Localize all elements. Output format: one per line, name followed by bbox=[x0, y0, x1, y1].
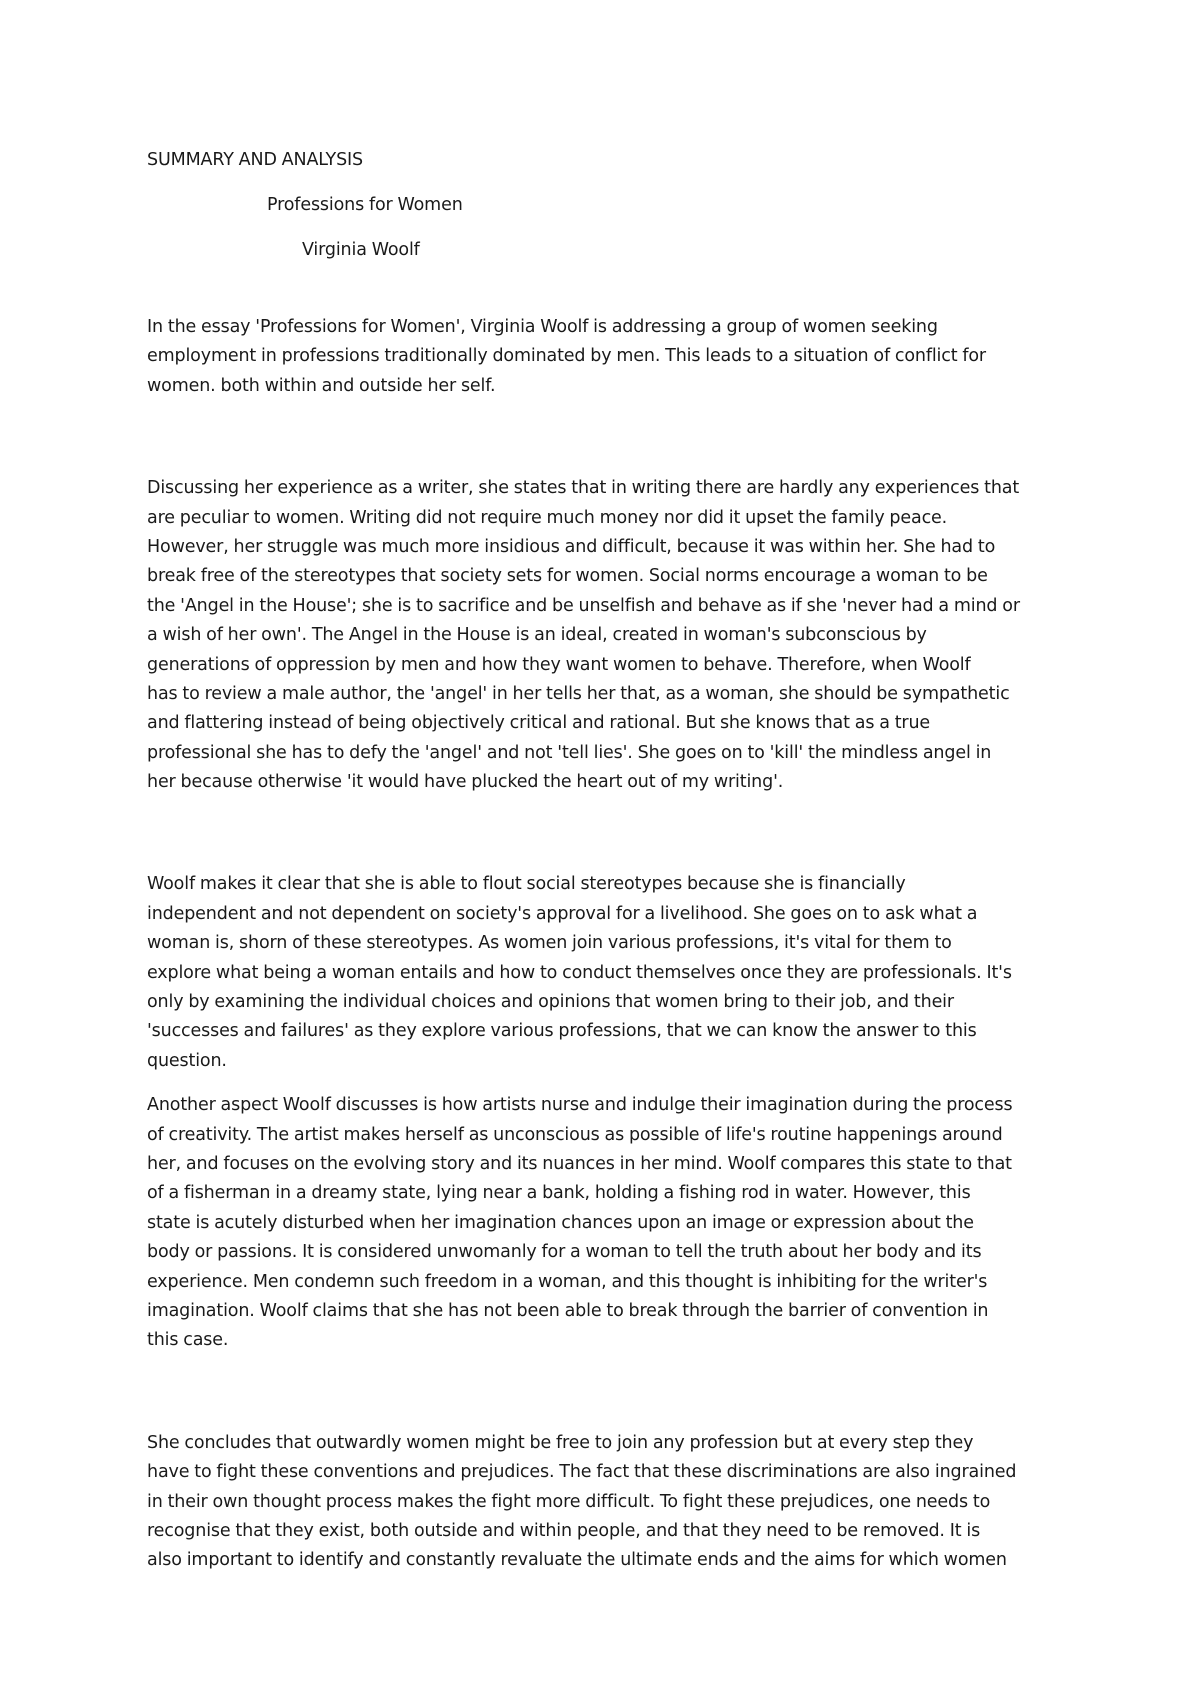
paragraph-line: Discussing her experience as a writer, she states that in writing there are hardly any experiences that bbox=[147, 478, 1020, 499]
paragraph-line: explore what being a woman entails and how to conduct themselves once they are professionals. It's bbox=[147, 962, 1012, 983]
paragraph-line: also important to identify and constantly revaluate the ultimate ends and the aims for which women bbox=[147, 1550, 1007, 1571]
paragraph-line: experience. Men condemn such freedom in a woman, and this thought is inhibiting for the writer's bbox=[147, 1271, 988, 1292]
paragraph-line: and flattering instead of being objectively critical and rational. But she knows that as a true bbox=[147, 713, 931, 734]
paragraph-line: has to review a male author, the 'angel' in her tells her that, as a woman, she should be sympathetic bbox=[147, 683, 1010, 704]
paragraph-line: have to fight these conventions and prejudices. The fact that these discriminations are also ingrained bbox=[147, 1462, 1017, 1483]
paragraph-line: body or passions. It is considered unwomanly for a woman to tell the truth about her body and its bbox=[147, 1242, 982, 1263]
paragraph-spacer bbox=[147, 797, 1072, 870]
paragraph-line: independent and not dependent on society's approval for a livelihood. She goes on to ask what a bbox=[147, 903, 978, 924]
paragraph-line: recognise that they exist, both outside and within people, and that they need to be removed. It is bbox=[147, 1520, 981, 1541]
essay-title: Professions for Women bbox=[267, 195, 463, 215]
paragraph-line: state is acutely disturbed when her imagination chances upon an image or expression about the bbox=[147, 1212, 974, 1233]
paragraph-line: women. both within and outside her self. bbox=[147, 375, 496, 396]
paragraph-line: She concludes that outwardly women might be free to join any profession but at every step they bbox=[147, 1432, 974, 1453]
paragraph-line: professional she has to defy the 'angel' and not 'tell lies'. She goes on to 'kill' the mindless angel in bbox=[147, 742, 992, 763]
paragraph-line: imagination. Woolf claims that she has not been able to break through the barrier of convention in bbox=[147, 1300, 989, 1321]
essay-author: Virginia Woolf bbox=[302, 240, 420, 260]
paragraph-spacer bbox=[147, 401, 1072, 474]
document-heading: SUMMARY AND ANALYSIS bbox=[147, 150, 364, 170]
paragraph-line: However, her struggle was much more insidious and difficult, because it was within her. She had to bbox=[147, 536, 996, 557]
paragraph-angel-in-house bbox=[147, 474, 1072, 797]
paragraph-spacer bbox=[147, 1356, 1072, 1429]
paragraph-line: this case. bbox=[147, 1330, 229, 1351]
paragraph-line: of a fisherman in a dreamy state, lying near a bank, holding a fishing rod in water. However, this bbox=[147, 1183, 971, 1204]
paragraph-line: her, and focuses on the evolving story and its nuances in her mind. Woolf compares this state to that bbox=[147, 1153, 1012, 1174]
paragraph-line: 'successes and failures' as they explore various professions, that we can know the answer to this bbox=[147, 1021, 977, 1042]
paragraph-line: are peculiar to women. Writing did not require much money nor did it upset the family peace. bbox=[147, 507, 948, 528]
paragraph-line: only by examining the individual choices and opinions that women bring to their job, and their bbox=[147, 992, 954, 1013]
paragraph-line: a wish of her own'. The Angel in the House is an ideal, created in woman's subconscious by bbox=[147, 625, 927, 646]
paragraph-independence bbox=[147, 870, 1072, 1076]
paragraph-line: in their own thought process makes the fight more difficult. To fight these prejudices, one needs to bbox=[147, 1491, 991, 1512]
paragraph-line: employment in professions traditionally dominated by men. This leads to a situation of conflict for bbox=[147, 346, 986, 367]
paragraph-intro bbox=[147, 313, 1072, 401]
paragraph-line: her because otherwise 'it would have plucked the heart out of my writing'. bbox=[147, 772, 784, 793]
paragraph-line: break free of the stereotypes that society sets for women. Social norms encourage a woman to be bbox=[147, 566, 988, 587]
document-body bbox=[147, 146, 1072, 1576]
paragraph-spacer bbox=[147, 1076, 1072, 1091]
paragraph-line: woman is, shorn of these stereotypes. As women join various professions, it's vital for them to bbox=[147, 933, 952, 954]
paragraph-line: of creativity. The artist makes herself as unconscious as possible of life's routine happenings around bbox=[147, 1124, 1003, 1145]
paragraph-conclusion bbox=[147, 1429, 1072, 1576]
paragraph-line: Another aspect Woolf discusses is how artists nurse and indulge their imagination during the process bbox=[147, 1095, 1013, 1116]
paragraph-line: the 'Angel in the House'; she is to sacrifice and be unselfish and behave as if she 'never had a mind or bbox=[147, 595, 1020, 616]
paragraph-line: generations of oppression by men and how they want women to behave. Therefore, when Woolf bbox=[147, 654, 971, 675]
paragraph-line: Woolf makes it clear that she is able to flout social stereotypes because she is financially bbox=[147, 874, 906, 895]
paragraph-line: question. bbox=[147, 1050, 227, 1071]
paragraph-imagination bbox=[147, 1091, 1072, 1356]
paragraph-line: In the essay 'Professions for Women', Virginia Woolf is addressing a group of women seeking bbox=[147, 317, 938, 337]
